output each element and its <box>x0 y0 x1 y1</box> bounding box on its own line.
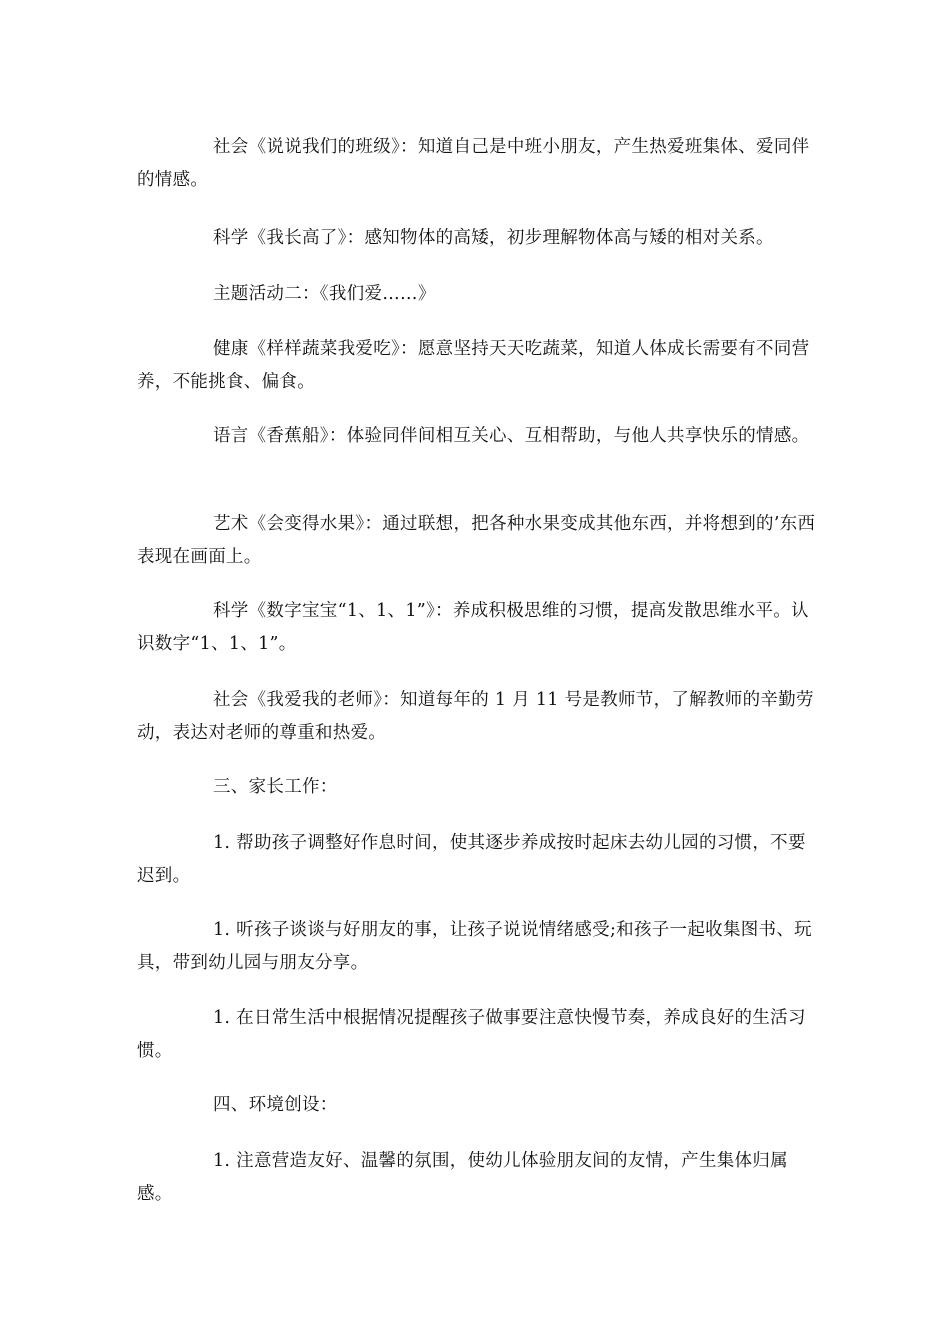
paragraph-parent-item-2: 1. 听孩子谈谈与好朋友的事，让孩子说说情绪感受;和孩子一起收集图书、玩具，带到幼儿园与朋友分享。 <box>137 920 812 973</box>
paragraph-parent-item-3: 1. 在日常生活中根据情况提醒孩子做事要注意快慢节奏，养成良好的生活习惯。 <box>137 1008 806 1061</box>
paragraph-art-fruit: 艺术《会变得水果》：通过联想，把各种水果变成其他东西，并将想到的’东西表现在画面上。 <box>137 514 816 567</box>
heading-environment: 四、环境创设： <box>213 1095 338 1115</box>
heading-parent-work: 三、家长工作： <box>213 777 338 797</box>
paragraph-health-vegetables: 健康《样样蔬菜我爱吃》：愿意坚持天天吃蔬菜，知道人体成长需要有不同营养，不能挑食、偏食。 <box>137 339 810 392</box>
paragraph-science-growing: 科学《我长高了》：感知物体的高矮，初步理解物体高与矮的相对关系。 <box>213 228 774 248</box>
paragraph-social-teacher: 社会《我爱我的老师》：知道每年的 1 月 11 号是教师节，了解教师的辛勤劳动，表达对老师的尊重和热爱。 <box>137 690 814 743</box>
paragraph-parent-item-1: 1. 帮助孩子调整好作息时间，使其逐步养成按时起床去幼儿园的习惯，不要迟到。 <box>137 833 806 886</box>
paragraph-theme-activity-two: 主题活动二：《我们爱……》 <box>213 284 436 304</box>
paragraph-social-class: 社会《说说我们的班级》：知道自己是中班小朋友，产生热爱班集体、爱同伴的情感。 <box>137 137 810 190</box>
paragraph-environment-item-1: 1. 注意营造友好、温馨的氛围，使幼儿体验朋友间的友情，产生集体归属感。 <box>137 1151 788 1204</box>
paragraph-science-numbers: 科学《数字宝宝“1、1、1”》：养成积极思维的习惯，提高发散思维水平。认识数字“1、1、1”。 <box>137 601 809 654</box>
paragraph-language-banana-boat: 语言《香蕉船》：体验同伴间相互关心、互相帮助，与他人共享快乐的情感。 <box>213 426 810 446</box>
